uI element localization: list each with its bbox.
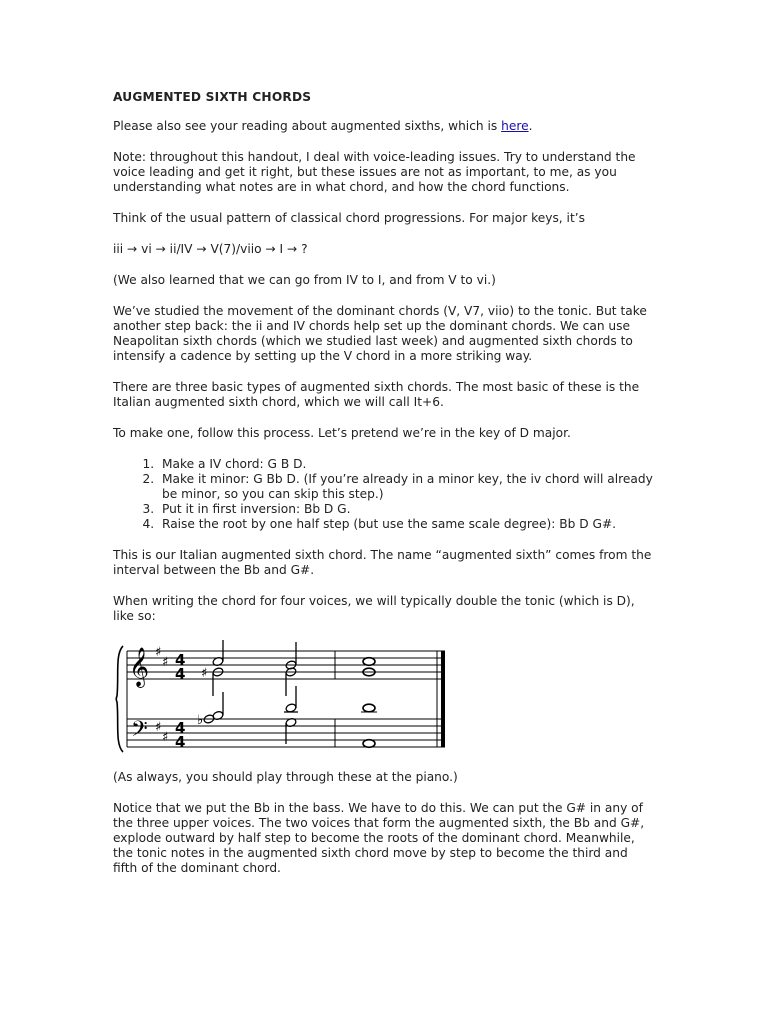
- time-signature-bottom-bass: 4: [175, 733, 186, 751]
- paragraph-reading-text: Please also see your reading about augmented sixths, which is: [113, 119, 502, 133]
- document-page: [113, 90, 653, 892]
- chord-dominant: [284, 642, 298, 744]
- paragraph-note: Note: throughout this handout, I deal with voice-leading issues. Try to understand the voice leading and get it right, but these issues are not as important, to me, as you understanding what notes are in what chord, and how the chord functions.: [113, 150, 636, 194]
- note-d-bass-whole: [363, 740, 375, 748]
- note-d-whole: [363, 658, 375, 666]
- time-signature-bottom: 4: [175, 665, 186, 683]
- here-link[interactable]: here: [501, 119, 529, 133]
- paragraph-pattern: Think of the usual pattern of classical chord progressions. For major keys, it’s: [113, 211, 585, 225]
- chord-progression: iii → vi → ii/IV → V(7)/viio → I → ?: [113, 242, 308, 256]
- chord-tonic: [361, 658, 377, 748]
- list-item: 3. Put it in first inversion: Bb D G.: [158, 502, 653, 517]
- music-score: [115, 640, 455, 758]
- paragraph-italian: This is our Italian augmented sixth chord. The name “augmented sixth” comes from the interval between the Bb and G#.: [113, 548, 652, 577]
- time-signature-top: 4: [175, 651, 186, 669]
- note-fsharp-whole: [363, 704, 375, 712]
- paragraph-types: There are three basic types of augmented sixth chords. The most basic of these is the Italian augmented sixth chord, which we will call It+6.: [113, 380, 640, 409]
- steps-list: [113, 457, 653, 532]
- sharp-accidental: ♯: [201, 666, 208, 681]
- paragraph-also: (We also learned that we can go from IV to I, and from V to vi.): [113, 273, 496, 287]
- paragraph-reading-suffix: .: [528, 119, 533, 133]
- paragraph-piano: (As always, you should play through these at the piano.): [113, 770, 458, 784]
- paragraph-notice: Notice that we put the Bb in the bass. We have to do this. We can put the G# in any of the three upper voices. The two voices that form the augmented sixth, the Bb and G#, explode outward by half step to become the roots of the dominant chord. Meanwhile, the tonic notes in the augmented sixth chord move by step to become the third and fifth of the dominant chord.: [113, 801, 645, 875]
- list-item: 4. Raise the root by one half step (but use the same scale degree): Bb D G#.: [158, 517, 653, 532]
- grand-staff-brace: [116, 646, 123, 752]
- key-sharp-f: ♯: [155, 645, 162, 660]
- bass-clef-icon: 𝄢: [131, 717, 148, 747]
- paragraph-four-voices: When writing the chord for four voices, we will typically double the tonic (which is D), like so:: [113, 594, 635, 623]
- key-sharp-c: ♯: [162, 655, 169, 670]
- list-item: 2. Make it minor: G Bb D. (If you’re already in a minor key, the iv chord will already be minor, so you can skip this step.): [158, 472, 653, 502]
- time-signature-top-bass: 4: [175, 719, 186, 737]
- key-sharp-f-bass: ♯: [155, 720, 162, 735]
- key-sharp-c-bass: ♯: [162, 730, 169, 745]
- document-title: AUGMENTED SIXTH CHORDS: [113, 90, 312, 104]
- paragraph-process: To make one, follow this process. Let’s pretend we’re in the key of D major.: [113, 426, 571, 440]
- list-item: 1. Make a IV chord: G B D.: [158, 457, 653, 472]
- treble-clef-icon: 𝄞: [129, 647, 150, 687]
- paragraph-reading: [113, 119, 653, 134]
- chord-italian-sixth: [203, 640, 224, 724]
- paragraph-dominant: We’ve studied the movement of the dominant chords (V, V7, viio) to the tonic. But take another step back: the ii and IV chords help set up the dominant chords. We can use Neapolitan sixth chords (which we studied last week) and augmented sixth chords to intensify a cadence by setting up the V chord in a more striking way.: [113, 304, 647, 363]
- flat-accidental: ♭: [197, 713, 204, 728]
